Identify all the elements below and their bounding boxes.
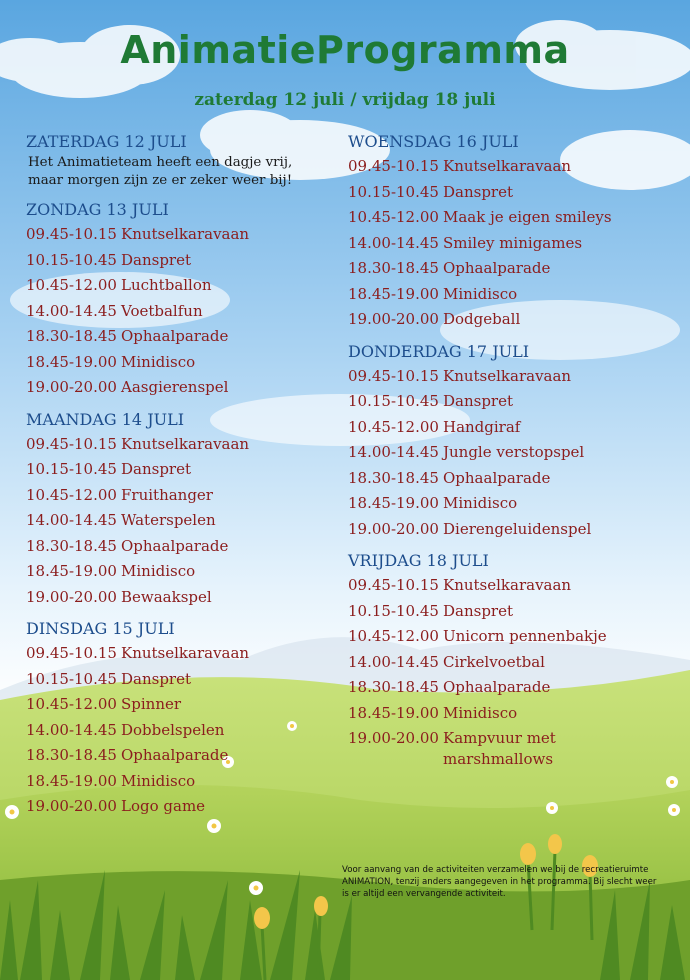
schedule-row <box>348 701 678 727</box>
schedule-row <box>26 222 336 248</box>
schedule-row <box>348 573 678 599</box>
activity-name: Aasgierenspel <box>121 378 229 396</box>
time-slot: 10.45-12.00 <box>26 695 117 713</box>
day-block-monday <box>26 410 336 611</box>
activity-name: Danspret <box>443 601 514 620</box>
schedule-row <box>348 491 678 517</box>
activity-name: Unicorn pennenbakje <box>443 627 607 645</box>
activity-name: Smiley minigames <box>443 233 583 252</box>
day-heading: ZATERDAG 12 JULI <box>26 132 187 151</box>
intro-line: maar morgen zijn ze er zeker weer bij! <box>28 173 293 188</box>
schedule-row <box>26 273 336 299</box>
activity-name: Knutselkaravaan <box>121 225 250 243</box>
time-slot: 10.15-10.45 <box>26 669 117 688</box>
schedule-row <box>26 432 336 458</box>
time-slot: 18.30-18.45 <box>348 468 439 487</box>
time-slot: 10.15-10.45 <box>348 392 439 410</box>
activity-name: Danspret <box>121 250 192 269</box>
day-intro-text <box>28 154 336 190</box>
schedule-row <box>348 599 678 625</box>
activity-name: Kampvuur met marshmallows <box>443 729 556 768</box>
activity-name: Ophaalparade <box>443 259 551 277</box>
time-slot: 18.45-19.00 <box>26 562 117 580</box>
time-slot: 10.15-10.45 <box>348 601 439 620</box>
time-slot: 18.45-19.00 <box>26 771 117 790</box>
activity-name: Knutselkaravaan <box>443 157 572 175</box>
time-slot: 19.00-20.00 <box>26 797 117 815</box>
schedule-row <box>26 508 336 534</box>
time-slot: 19.00-20.00 <box>348 310 439 328</box>
schedule-row <box>348 675 678 701</box>
time-slot: 14.00-14.45 <box>26 301 117 320</box>
schedule-row <box>348 466 678 492</box>
schedule-row <box>348 726 678 770</box>
activity-name: Dobbelspelen <box>121 720 225 739</box>
activity-name: Danspret <box>121 460 192 478</box>
schedule-row <box>26 350 336 376</box>
time-slot: 09.45-10.15 <box>348 366 439 385</box>
activity-name: Maak je eigen smileys <box>443 208 612 226</box>
day-block-saturday <box>26 132 336 190</box>
activity-name: Jungle verstopspel <box>443 443 585 461</box>
left-column <box>26 132 336 829</box>
schedule-row <box>26 248 336 274</box>
activity-name: Minidisco <box>443 703 518 722</box>
time-slot: 10.45-12.00 <box>26 276 117 294</box>
schedule-row <box>26 641 336 667</box>
day-heading: MAANDAG 14 JULI <box>26 409 185 429</box>
activity-name: Knutselkaravaan <box>121 434 250 453</box>
activity-name: Dierengeluidenspel <box>443 519 592 538</box>
schedule-row <box>26 457 336 483</box>
activity-name: Spinner <box>121 695 182 713</box>
intro-line: Het Animatieteam heeft een dagje vrij, <box>28 155 293 170</box>
activity-name: Minidisco <box>121 771 196 790</box>
time-slot: 18.30-18.45 <box>348 678 439 696</box>
activity-name: Dodgeball <box>443 310 521 328</box>
schedule-row <box>26 483 336 509</box>
schedule-row <box>348 256 678 282</box>
schedule-row <box>348 624 678 650</box>
activity-name: Danspret <box>443 392 514 410</box>
time-slot: 10.15-10.45 <box>26 460 117 478</box>
activity-name: Minidisco <box>443 284 518 303</box>
time-slot: 14.00-14.45 <box>348 233 439 252</box>
time-slot: 19.00-20.00 <box>348 519 439 538</box>
day-heading: WOENSDAG 16 JULI <box>348 132 519 151</box>
time-slot: 09.45-10.15 <box>348 157 439 175</box>
schedule-row <box>348 154 678 180</box>
time-slot: 10.15-10.45 <box>26 250 117 269</box>
time-slot: 10.45-12.00 <box>26 485 117 504</box>
activity-name: Voetbalfun <box>121 301 203 320</box>
schedule-row <box>348 650 678 676</box>
schedule-row <box>26 692 336 718</box>
time-slot: 09.45-10.15 <box>26 225 117 243</box>
schedule-row <box>26 375 336 401</box>
activity-name: Ophaalparade <box>443 678 551 696</box>
activity-name: Ophaalparade <box>121 327 229 345</box>
activity-name: Ophaalparade <box>443 468 551 487</box>
footer-note: Voor aanvang van de activiteiten verzamelen we bij de recreatieruimte ANIMATION, tenzij anders aangegeven in het programma. Bij slecht weer is er altijd een vervangende activiteit. <box>342 865 657 899</box>
schedule-row <box>348 389 678 415</box>
time-slot: 19.00-20.00 <box>26 587 117 606</box>
activity-name: Danspret <box>443 182 514 201</box>
schedule-row <box>348 205 678 231</box>
activity-name: Knutselkaravaan <box>443 576 572 594</box>
activity-name: Danspret <box>121 669 192 688</box>
time-slot: 09.45-10.15 <box>348 576 439 594</box>
time-slot: 14.00-14.45 <box>26 720 117 739</box>
time-slot: 10.45-12.00 <box>348 417 439 436</box>
activity-name: Ophaalparade <box>121 746 229 764</box>
schedule-row <box>26 534 336 560</box>
schedule-row <box>26 794 336 820</box>
activity-name: Waterspelen <box>121 511 216 529</box>
right-column <box>348 132 678 779</box>
time-slot: 14.00-14.45 <box>348 652 439 671</box>
page-title: AnimatieProgramma <box>120 28 570 72</box>
time-slot: 14.00-14.45 <box>348 443 439 461</box>
day-heading: DINSDAG 15 JULI <box>26 619 175 638</box>
activity-name: Fruithanger <box>121 485 213 504</box>
activity-name: Ophaalparade <box>121 536 229 555</box>
activity-name: Luchtballon <box>121 276 212 294</box>
time-slot: 09.45-10.15 <box>26 434 117 453</box>
time-slot: 18.45-19.00 <box>26 352 117 371</box>
activity-name: Bewaakspel <box>121 587 212 606</box>
schedule-row <box>26 667 336 693</box>
time-slot: 14.00-14.45 <box>26 511 117 529</box>
schedule-row <box>348 282 678 308</box>
time-slot: 18.30-18.45 <box>348 259 439 277</box>
time-slot: 19.00-20.00 <box>348 729 439 747</box>
time-slot: 10.45-12.00 <box>348 627 439 645</box>
day-heading: VRIJDAG 18 JULI <box>348 551 489 570</box>
day-block-thursday <box>348 342 678 543</box>
schedule-row <box>348 517 678 543</box>
schedule-row <box>348 440 678 466</box>
time-slot: 10.15-10.45 <box>348 182 439 201</box>
time-slot: 18.30-18.45 <box>26 536 117 555</box>
schedule-row <box>348 415 678 441</box>
day-block-friday <box>348 551 678 770</box>
time-slot: 18.45-19.00 <box>348 284 439 303</box>
time-slot: 09.45-10.15 <box>26 644 117 662</box>
activity-name: Minidisco <box>121 352 196 371</box>
schedule-row <box>26 769 336 795</box>
activity-name: Logo game <box>121 797 206 815</box>
schedule-row <box>348 180 678 206</box>
schedule-row <box>26 324 336 350</box>
activity-name: Handgiraf <box>443 417 521 436</box>
day-heading: ZONDAG 13 JULI <box>26 200 169 219</box>
day-heading: DONDERDAG 17 JULI <box>348 341 530 361</box>
activity-name: Knutselkaravaan <box>443 366 572 385</box>
time-slot: 18.30-18.45 <box>26 746 117 764</box>
day-block-tuesday <box>26 619 336 820</box>
time-slot: 10.45-12.00 <box>348 208 439 226</box>
schedule-row <box>26 718 336 744</box>
activity-name: Cirkelvoetbal <box>443 652 545 671</box>
schedule-row <box>348 364 678 390</box>
date-range-subtitle: zaterdag 12 juli / vrijdag 18 juli <box>194 90 496 110</box>
schedule-row <box>26 299 336 325</box>
time-slot: 18.30-18.45 <box>26 327 117 345</box>
day-block-wednesday <box>348 132 678 333</box>
schedule-row <box>348 307 678 333</box>
activity-name: Knutselkaravaan <box>121 644 250 662</box>
schedule-row <box>348 231 678 257</box>
time-slot: 18.45-19.00 <box>348 494 439 512</box>
day-block-sunday <box>26 200 336 401</box>
activity-name: Minidisco <box>443 494 518 512</box>
schedule-row <box>26 743 336 769</box>
time-slot: 18.45-19.00 <box>348 703 439 722</box>
schedule-row <box>26 585 336 611</box>
time-slot: 19.00-20.00 <box>26 378 117 396</box>
schedule-row <box>26 559 336 585</box>
activity-name: Minidisco <box>121 562 196 580</box>
